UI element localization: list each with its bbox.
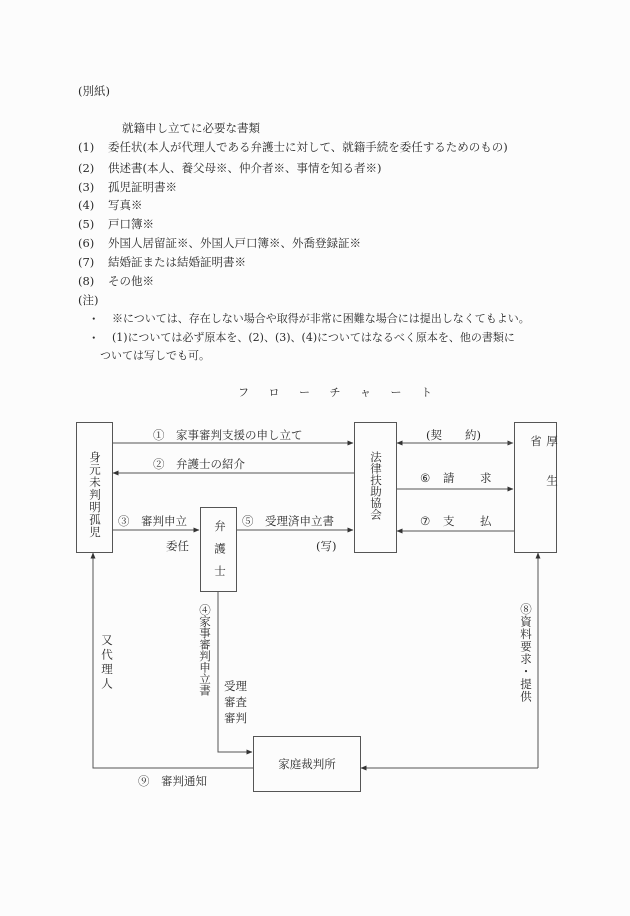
edge-label-5-sub: (写) xyxy=(316,539,337,553)
edge-label-proxy: 又代理人 xyxy=(100,634,114,692)
node-family-court xyxy=(253,736,361,792)
edge-label-2: ② 弁護士の紹介 xyxy=(153,457,245,471)
section-heading: 就籍申し立てに必要な書類 xyxy=(122,121,260,135)
item-text: 外国人居留証※、外国人戸口簿※、外喬登録証※ xyxy=(108,236,361,250)
node-ministry xyxy=(514,422,557,553)
item-text: 戸口簿※ xyxy=(108,217,154,231)
edge-label-9: ⑨ 審判通知 xyxy=(138,774,207,788)
item-number: (3) xyxy=(78,180,95,194)
flowchart-title: フ ロ ー チ ャ ー ト xyxy=(238,386,440,399)
court-actions xyxy=(224,678,247,726)
item-number: (8) xyxy=(78,274,95,288)
edge-label-7-num: ⑦ xyxy=(420,514,431,528)
item-number: (5) xyxy=(78,217,95,231)
edge-label-6-b: 求 xyxy=(480,471,492,485)
note-bullet: ・ xyxy=(88,331,100,345)
item-text: 結婚証または結婚証明書※ xyxy=(108,255,246,269)
item-text: 写真※ xyxy=(108,198,143,212)
edge-label-contract: (契 約) xyxy=(426,428,481,442)
note-text: ※については、存在しない場合や取得が非常に困難な場合には提出しなくてもよい。 xyxy=(112,312,530,325)
edge-label-3-sub: 委任 xyxy=(166,539,189,553)
item-number: (7) xyxy=(78,255,95,269)
notes-label: (注) xyxy=(78,293,99,307)
node-orphan-label: 身元未判明孤児 xyxy=(88,451,102,539)
edge-label-4: ④家事審判申立書 xyxy=(198,604,212,696)
edge-label-3: ③ 審判申立 xyxy=(118,514,187,528)
node-lawyer-label: 弁護士 xyxy=(213,520,227,588)
node-lawyer xyxy=(200,507,237,592)
note-text: (1)については必ず原本を、(2)、(3)、(4)についてはなるべく原本を、他の書類に xyxy=(112,331,515,344)
node-legal-aid xyxy=(354,422,397,553)
edge-label-1: ① 家事審判支援の申し立て xyxy=(153,428,303,442)
attachment-label: (別紙) xyxy=(78,84,110,98)
item-number: (2) xyxy=(78,161,95,175)
item-text: その他※ xyxy=(108,274,154,288)
court-action: 審査 xyxy=(224,695,247,709)
edge-label-7-a: 支 xyxy=(443,514,455,528)
item-number: (4) xyxy=(78,198,95,212)
edge-label-5: ⑤ 受理済申立書 xyxy=(242,514,334,528)
edge-label-6-num: ⑥ xyxy=(420,471,431,485)
node-orphan xyxy=(76,422,113,553)
note-continuation: ついては写しでも可。 xyxy=(100,349,210,362)
court-action: 受理 xyxy=(224,679,247,693)
note-bullet: ・ xyxy=(88,312,100,326)
item-number: (6) xyxy=(78,236,95,250)
item-number: (1) xyxy=(78,140,95,154)
node-ministry-label: 厚生省 xyxy=(529,435,559,514)
item-text: 委任状(本人が代理人である弁護士に対して、就籍手続を委任するためのもの) xyxy=(108,140,508,154)
court-action: 審判 xyxy=(224,711,247,725)
item-text: 供述書(本人、養父母※、仲介者※、事情を知る者※) xyxy=(108,161,382,175)
edge-label-7-b: 払 xyxy=(480,514,492,528)
edge-label-8: ⑧資料要求・提供 xyxy=(519,603,533,703)
item-text: 孤児証明書※ xyxy=(108,180,177,194)
edge-label-6-a: 請 xyxy=(443,471,455,485)
node-legal-aid-label: 法律扶助協会 xyxy=(369,451,383,520)
node-family-court-label: 家庭裁判所 xyxy=(278,757,336,771)
